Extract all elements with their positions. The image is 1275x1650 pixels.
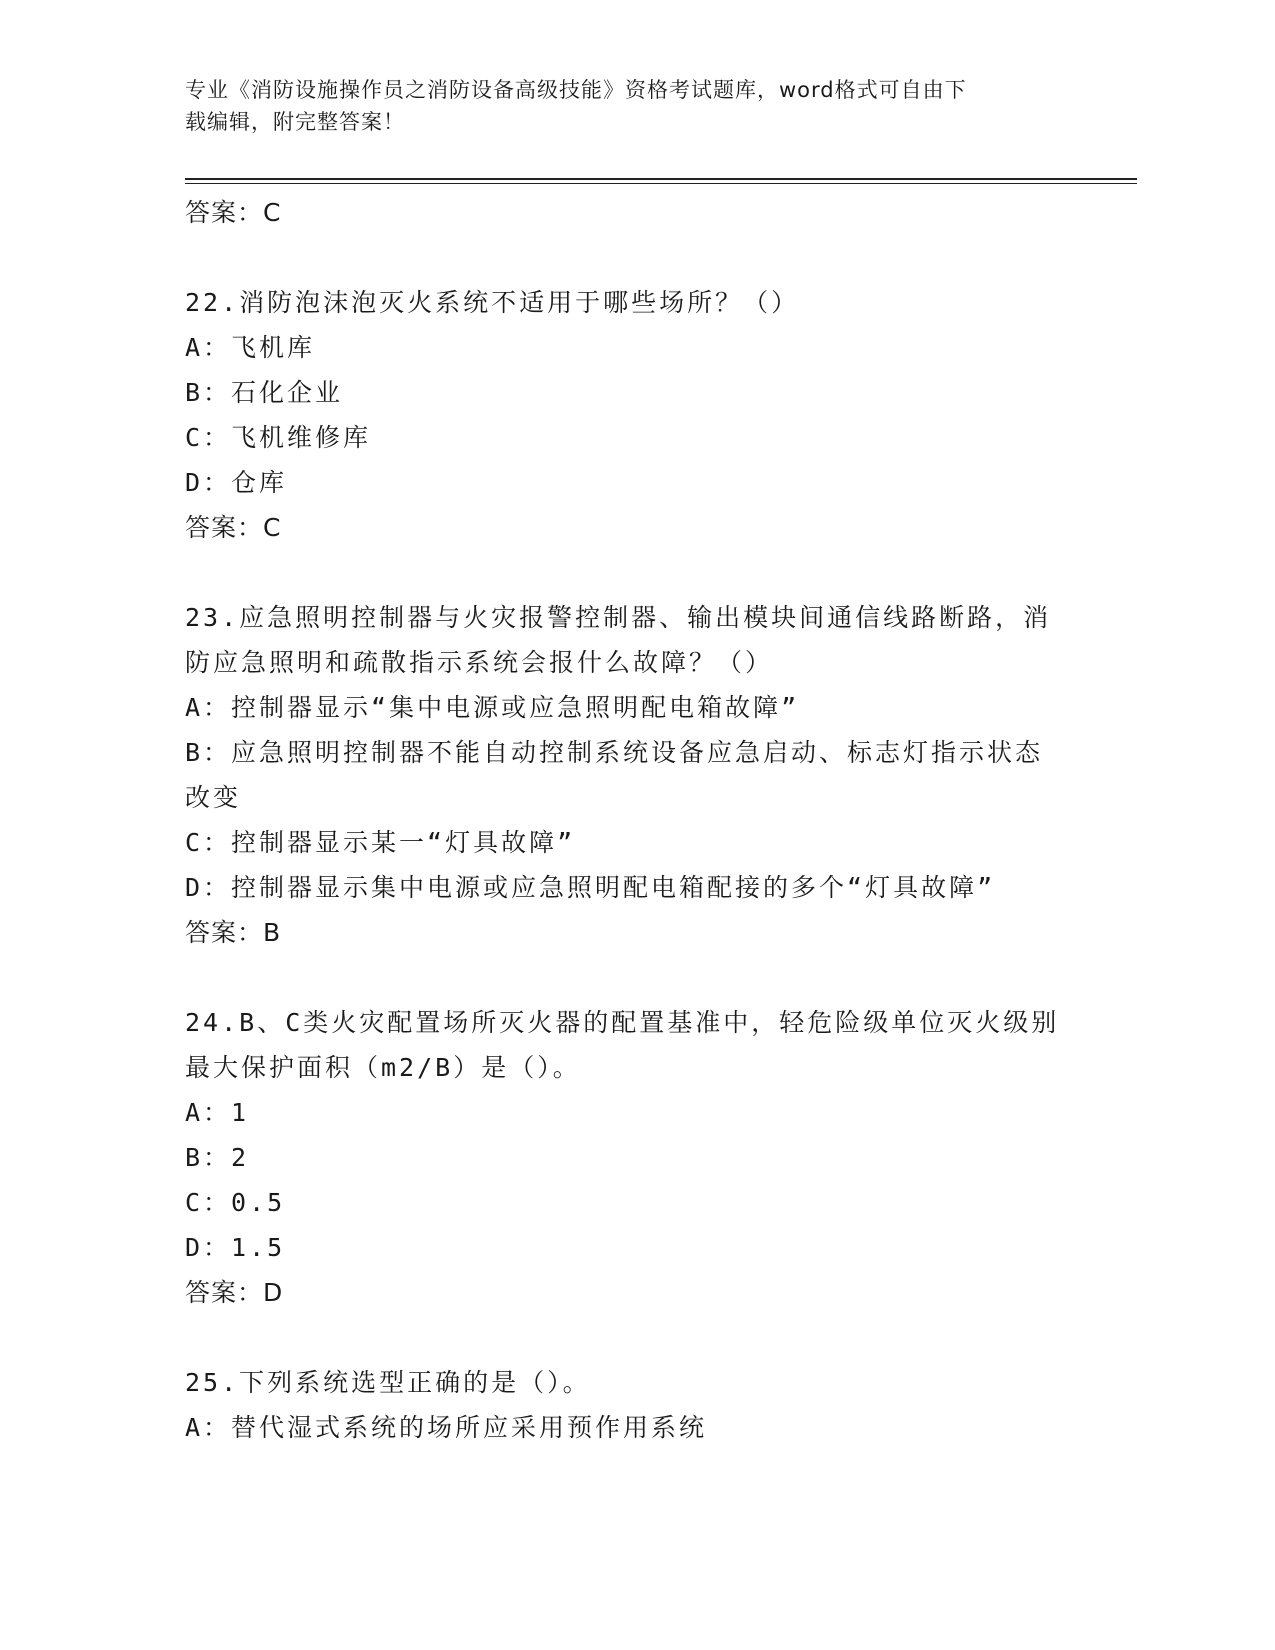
question-text: 最大保护面积（m2/B）是（）。 [185, 1053, 581, 1082]
option-a: A：飞机库 [185, 333, 316, 362]
answer-line: 答案：C [185, 513, 282, 542]
option-a: A：1 [185, 1098, 250, 1127]
answer-line: 答案：C [185, 198, 282, 227]
header-line: 专业《消防设施操作员之消防设备高级技能》资格考试题库，word格式可自由下 [185, 78, 967, 102]
option-d: D：控制器显示集中电源或应急照明配电箱配接的多个“灯具故障” [185, 873, 996, 902]
question-block [185, 1000, 1065, 1315]
question-block [185, 280, 1065, 550]
question-text: 24.B、C类火灾配置场所灭火器的配置基准中，轻危险级单位灭火级别 [185, 1008, 1060, 1037]
question-text: 23.应急照明控制器与火灾报警控制器、输出模块间通信线路断路，消 [185, 603, 1052, 632]
option-a: A：替代湿式系统的场所应采用预作用系统 [185, 1413, 708, 1442]
question-block [185, 595, 1065, 955]
header-divider [185, 183, 1137, 184]
question-list [185, 190, 1065, 1450]
option-b: B：应急照明控制器不能自动控制系统设备应急启动、标志灯指示状态 [185, 738, 1044, 767]
option-d: D：1.5 [185, 1233, 286, 1262]
option-a: A：控制器显示“集中电源或应急照明配电箱故障” [185, 693, 800, 722]
option-c: C：飞机维修库 [185, 423, 372, 452]
answer-line: 答案：D [185, 1278, 284, 1307]
answer-line: 答案：B [185, 918, 282, 947]
option-b: B：石化企业 [185, 378, 344, 407]
document-header [185, 74, 1065, 138]
option-c: C：控制器显示某一“灯具故障” [185, 828, 576, 857]
question-text: 防应急照明和疏散指示系统会报什么故障？（） [185, 648, 774, 677]
header-line: 载编辑，附完整答案！ [185, 110, 405, 134]
option-b: B：2 [185, 1143, 250, 1172]
option-b-continued: 改变 [185, 783, 242, 812]
question-block [185, 1360, 1065, 1450]
question-text: 22.消防泡沫泡灭火系统不适用于哪些场所？（） [185, 288, 800, 317]
option-c: C：0.5 [185, 1188, 286, 1217]
header-divider [185, 178, 1137, 180]
option-d: D：仓库 [185, 468, 288, 497]
question-text: 25.下列系统选型正确的是（）。 [185, 1368, 591, 1397]
